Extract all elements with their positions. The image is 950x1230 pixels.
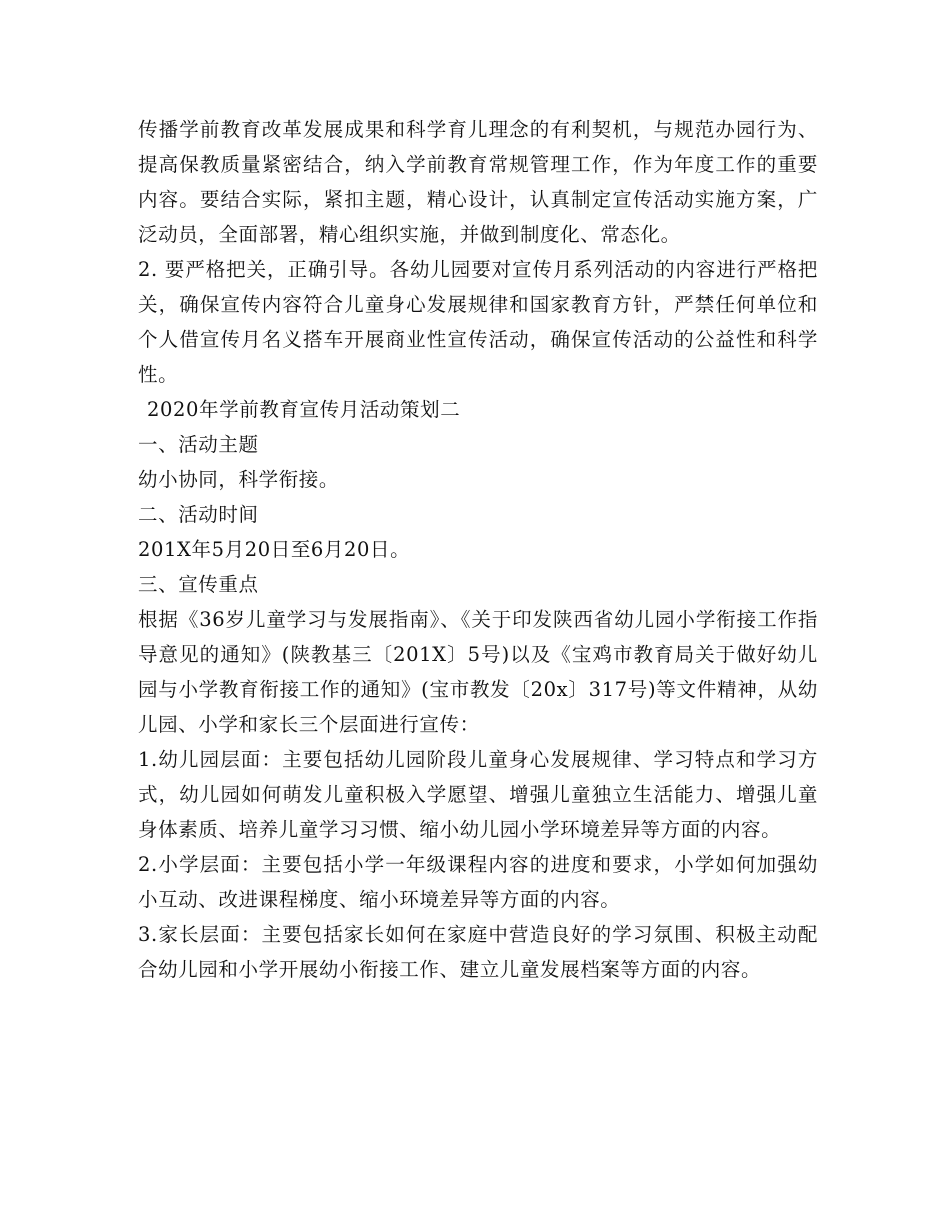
- heading-activity-theme: 一、活动主题: [138, 433, 259, 456]
- heading-activity-time: 二、活动时间: [138, 503, 259, 526]
- heading-publicity-focus: 三、宣传重点: [138, 573, 259, 596]
- focus-item-parents: 3.家长层面：主要包括家长如何在家庭中营造良好的学习氛围、积极主动配合幼儿园和小学开展幼小衔接工作、建立儿童发展档案等方面的内容。: [138, 923, 818, 981]
- publicity-focus-intro: 根据《36岁儿童学习与发展指南》、《关于印发陕西省幼儿园小学衔接工作指导意见的通知》(陕教基三〔201X〕5号)以及《宝鸡市教育局关于做好幼儿园与小学教育衔接工作的通知》(宝市教发〔20x〕317号)等文件精神，从幼儿园、小学和家长三个层面进行宣传：: [138, 608, 818, 736]
- section-title: 2020年学前教育宣传月活动策划二: [147, 398, 461, 421]
- activity-time-text: 201X年5月20日至6月20日。: [138, 538, 411, 561]
- paragraph-strict-review: 2. 要严格把关，正确引导。各幼儿园要对宣传月系列活动的内容进行严格把关，确保宣传内容符合儿童身心发展规律和国家教育方针，严禁任何单位和个人借宣传月名义搭车开展商业性宣传活动，确保宣传活动的公益性和科学性。: [138, 258, 818, 386]
- paragraph-publicity-intro: 传播学前教育改革发展成果和科学育儿理念的有利契机，与规范办园行为、提高保教质量紧密结合，纳入学前教育常规管理工作，作为年度工作的重要内容。要结合实际，紧扣主题，精心设计，认真制定宣传活动实施方案，广泛动员，全面部署，精心组织实施，并做到制度化、常态化。: [138, 118, 818, 246]
- activity-theme-text: 幼小协同，科学衔接。: [138, 468, 340, 491]
- focus-item-primary-school: 2.小学层面：主要包括小学一年级课程内容的进度和要求，小学如何加强幼小互动、改进课程梯度、缩小环境差异等方面的内容。: [138, 853, 818, 911]
- document-body: [138, 112, 818, 987]
- focus-item-kindergarten: 1.幼儿园层面：主要包括幼儿园阶段儿童身心发展规律、学习特点和学习方式，幼儿园如何萌发儿童积极入学愿望、增强儿童独立生活能力、增强儿童身体素质、培养儿童学习习惯、缩小幼儿园小学环境差异等方面的内容。: [138, 748, 818, 841]
